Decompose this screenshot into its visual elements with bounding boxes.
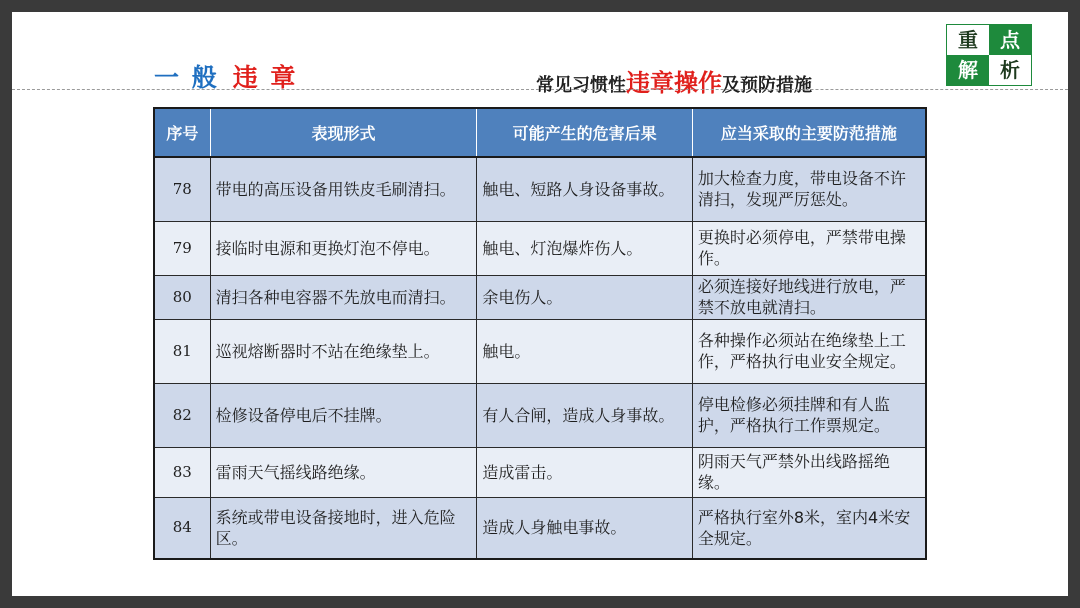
row-form: 系统或带电设备接地时，进入危险区。 [210, 497, 477, 559]
slide-subtitle [536, 63, 812, 98]
key-analysis-badge [946, 24, 1032, 86]
row-form: 检修设备停电后不挂牌。 [210, 383, 477, 447]
row-number: 83 [154, 447, 210, 497]
subtitle-prefix: 常见习惯性 [536, 75, 626, 96]
row-measure: 更换时必须停电，严禁带电操作。 [692, 221, 926, 275]
badge-row-bottom [947, 55, 1031, 85]
row-measure: 停电检修必须挂牌和有人监护，严格执行工作票规定。 [692, 383, 926, 447]
row-harm: 造成人身触电事故。 [477, 497, 693, 559]
badge-char: 重 [947, 25, 989, 55]
violations-table [153, 107, 927, 560]
table-row [154, 447, 926, 497]
row-form: 巡视熔断器时不站在绝缘垫上。 [210, 319, 477, 383]
row-harm: 造成雷击。 [477, 447, 693, 497]
table-row [154, 275, 926, 319]
table-row [154, 319, 926, 383]
row-form: 清扫各种电容器不先放电而清扫。 [210, 275, 477, 319]
slide [12, 12, 1068, 596]
dashed-divider [12, 89, 1068, 90]
row-measure: 各种操作必须站在绝缘垫上工作，严格执行电业安全规定。 [692, 319, 926, 383]
row-harm: 触电、灯泡爆炸伤人。 [477, 221, 693, 275]
row-measure: 必须连接好地线进行放电，严禁不放电就清扫。 [692, 275, 926, 319]
row-harm: 触电、短路人身设备事故。 [477, 157, 693, 221]
badge-char: 解 [947, 55, 989, 85]
column-header-measure: 应当采取的主要防范措施 [692, 108, 926, 157]
row-form: 雷雨天气摇线路绝缘。 [210, 447, 477, 497]
row-number: 81 [154, 319, 210, 383]
row-harm: 有人合闸，造成人身事故。 [477, 383, 693, 447]
heading-violation: 违 章 [232, 63, 298, 92]
row-measure: 加大检查力度，带电设备不许清扫，发现严厉惩处。 [692, 157, 926, 221]
row-measure: 阴雨天气严禁外出线路摇绝缘。 [692, 447, 926, 497]
badge-char: 点 [989, 25, 1031, 55]
heading-general: 一 般 [154, 63, 219, 92]
column-header-number: 序号 [154, 108, 210, 157]
row-harm: 余电伤人。 [477, 275, 693, 319]
row-measure: 严格执行室外8米，室内4米安全规定。 [692, 497, 926, 559]
row-harm: 触电。 [477, 319, 693, 383]
subtitle-suffix: 及预防措施 [722, 75, 812, 96]
column-header-form: 表现形式 [210, 108, 477, 157]
table-row [154, 157, 926, 221]
row-number: 79 [154, 221, 210, 275]
row-form: 带电的高压设备用铁皮毛刷清扫。 [210, 157, 477, 221]
badge-row-top [947, 25, 1031, 55]
row-number: 82 [154, 383, 210, 447]
row-number: 80 [154, 275, 210, 319]
subtitle-highlight: 违章操作 [626, 69, 722, 97]
row-number: 84 [154, 497, 210, 559]
column-header-harm: 可能产生的危害后果 [477, 108, 693, 157]
table-row [154, 497, 926, 559]
row-form: 接临时电源和更换灯泡不停电。 [210, 221, 477, 275]
table-header-row [154, 108, 926, 157]
table-row [154, 383, 926, 447]
row-number: 78 [154, 157, 210, 221]
badge-char: 析 [989, 55, 1031, 85]
table-row [154, 221, 926, 275]
